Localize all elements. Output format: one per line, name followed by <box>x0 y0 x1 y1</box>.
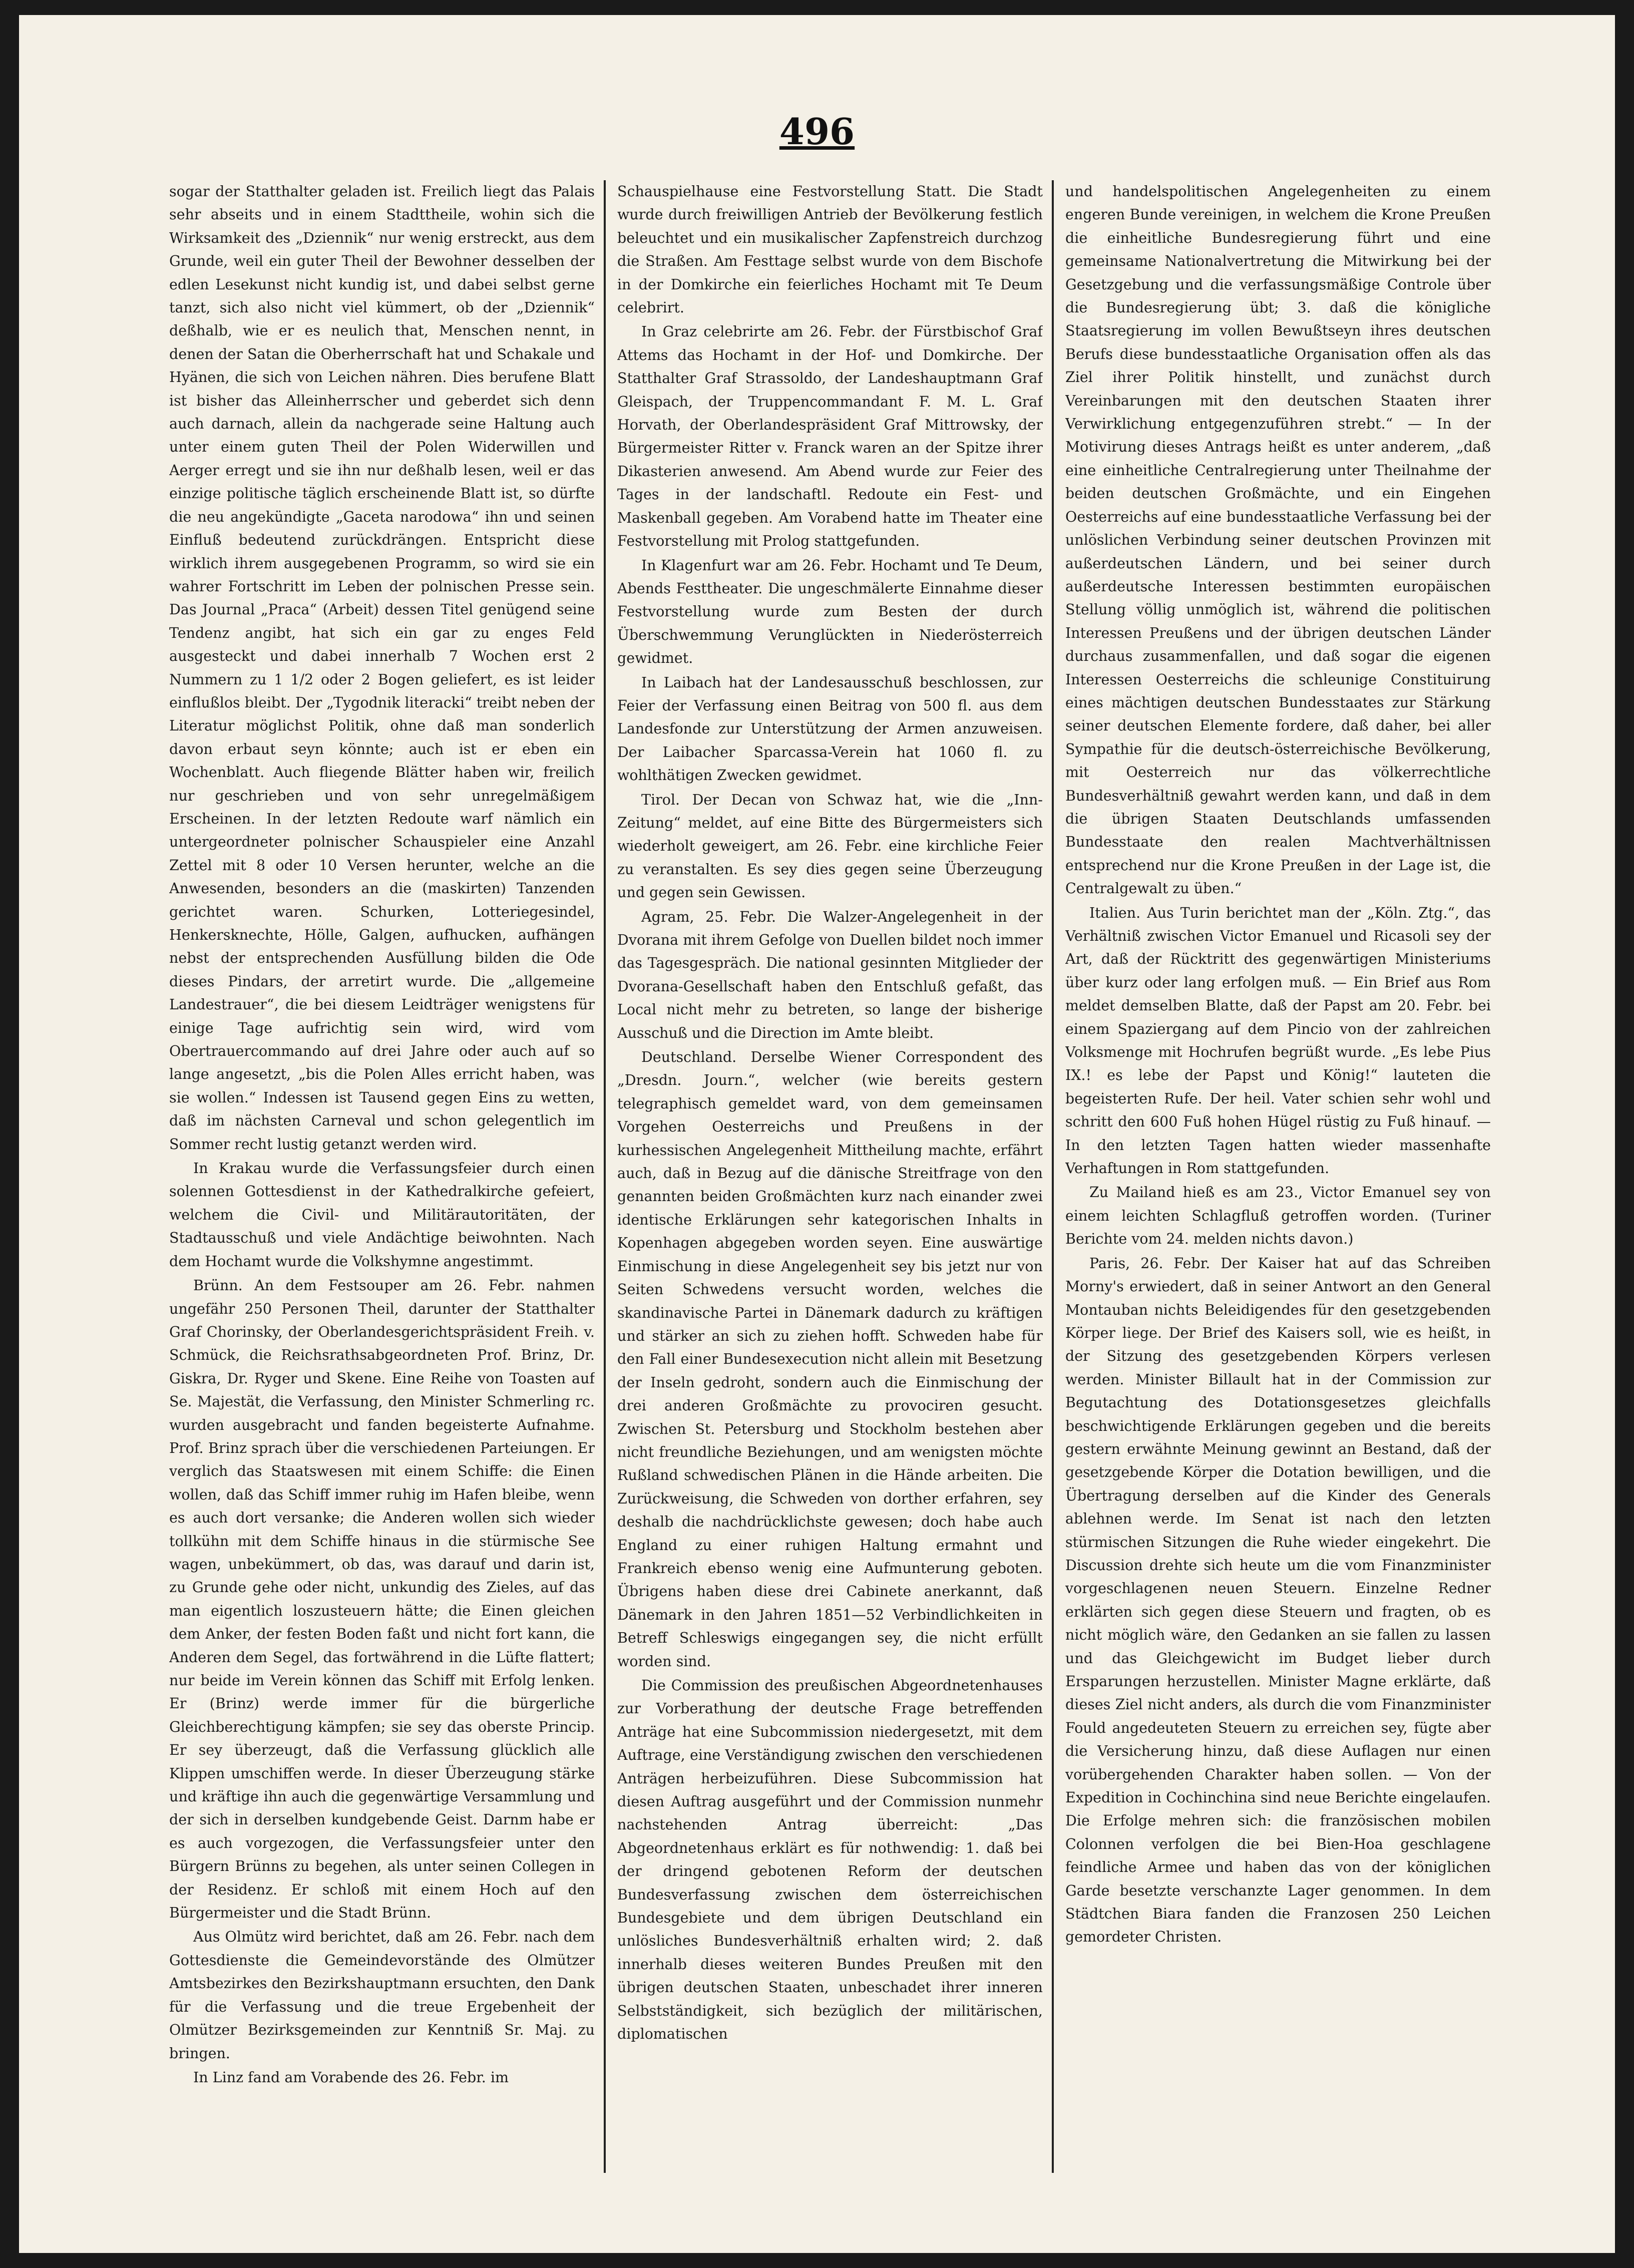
text-columns <box>169 180 1491 2173</box>
article-paragraph: Paris, 26. Febr. Der Kaiser hat auf das Schreiben Morny's erwiedert, daß in seiner Antwort an den General Montauban nichts Beleidigendes für den gesetzgebenden Körper liege. Der Brief des Kaisers soll, wie es heißt, in der Sitzung des gesetzgebenden Körpers verlesen werden. Minister Billault hat in der Commission zur Begutachtung des Dotationsgesetzes gleichfalls beschwichtigende Erklärungen gegeben und die bereits gestern erwähnte Meinung gewinnt an Bestand, daß der gesetzgebende Körper die Dotation bewilligen, und die Übertragung derselben auf die Kinder des Generals ablehnen werde. Im Senat ist nach den letzten stürmischen Sitzungen die Ruhe wieder eingekehrt. Die Discussion drehte sich heute um die vom Finanzminister vorgeschlagenen neuen Steuern. Einzelne Redner erklärten sich gegen diese Steuern und fragten, ob es nicht möglich wäre, den Gedanken an sie fallen zu lassen und das Gleichgewicht im Budget lieber durch Ersparungen herzustellen. Minister Magne erklärte, daß dieses Ziel nicht anders, als durch die vom Finanzminister Fould angedeuteten Steuern zu erreichen sey, fügte aber die Versicherung hinzu, daß diese Auflagen nur einen vorübergehenden Charakter haben sollen. — Von der Expedition in Cochinchina sind neue Berichte eingelaufen. Die Erfolge mehren sich: die französischen mobilen Colonnen verfolgen die bei Bien-Hoa geschlagene feindliche Armee und haben das von der königlichen Garde besetzte verschanzte Lager genommen. In dem Städtchen Biara fanden die Franzosen 250 Leichen gemordeter Christen. <box>1065 1255 1491 1946</box>
column-2 <box>617 180 1043 2173</box>
article-paragraph: Italien. Aus Turin berichtet man der „Köln. Ztg.“, das Verhältniß zwischen Victor Emanuel und Ricasoli sey der Art, daß der Rücktritt des gegenwärtigen Ministeriums über kurz oder lang erfolgen muß. — Ein Brief aus Rom meldet demselben Blatte, daß der Papst am 20. Febr. bei einem Spaziergang auf dem Pincio von der zahlreichen Volksmenge mit Hochrufen begrüßt wurde. „Es lebe Pius IX.! es lebe der Papst und König!“ lauteten die begeisterten Rufe. Der heil. Vater schien sehr wohl und schritt den 600 Fuß hohen Hügel rüstig zu Fuß hinauf. — In den letzten Tagen hatten wieder massenhafte Verhaftungen in Rom stattgefunden. <box>1065 904 1491 1177</box>
article-paragraph: Schauspielhause eine Festvorstellung Statt. Die Stadt wurde durch freiwilligen Antrieb der Bevölkerung festlich beleuchtet und ein musikalischer Zapfenstreich durchzog die Straßen. Am Festtage selbst wurde von dem Bischofe in der Domkirche ein feierliches Hochamt mit Te Deum celebrirt. <box>617 183 1043 316</box>
article-paragraph: In Krakau wurde die Verfassungsfeier durch einen solennen Gottesdienst in der Kathedralkirche gefeiert, welchem die Civil- und Militärautoritäten, der Stadtausschuß und viele Andächtige beiwohnten. Nach dem Hochamt wurde die Volkshymne angestimmt. <box>169 1160 595 1270</box>
column-divider <box>604 180 606 2173</box>
article-paragraph: Die Commission des preußischen Abgeordnetenhauses zur Vorberathung der deutsche Frage betreffenden Anträge hat eine Subcommission niedergesetzt, mit dem Auftrage, eine Verständigung zwischen den verschiedenen Anträgen herbeizuführen. Diese Subcommission hat diesen Auftrag ausgeführt und der Commission nunmehr nachstehenden Antrag überreicht: „Das Abgeordnetenhaus erklärt es für nothwendig: 1. daß bei der dringend gebotenen Reform der deutschen Bundesverfassung zwischen dem österreichischen Bundesgebiete und dem übrigen Deutschland ein unlösliches Bundesverhältniß erhalten wird; 2. daß innerhalb dieses weiteren Bundes Preußen mit den übrigen deutschen Staaten, unbeschadet ihrer inneren Selbstständigkeit, sich bezüglich der militärischen, diplomatischen <box>617 1677 1043 2043</box>
article-paragraph: Tirol. Der Decan von Schwaz hat, wie die „Inn-Zeitung“ meldet, auf eine Bitte des Bürgermeisters sich wiederholt geweigert, am 26. Febr. eine kirchliche Feier zu veranstalten. Es sey dies gegen seine Überzeugung und gegen sein Gewissen. <box>617 791 1043 901</box>
article-paragraph: Agram, 25. Febr. Die Walzer-Angelegenheit in der Dvorana mit ihrem Gefolge von Duellen bildet noch immer das Tagesgespräch. Die national gesinnten Mitglieder der Dvorana-Gesellschaft haben den Entschluß gefaßt, das Local nicht mehr zu betreten, so lange der bisherige Ausschuß und die Direction im Amte bleibt. <box>617 908 1043 1041</box>
article-paragraph: In Linz fand am Vorabende des 26. Febr. im <box>193 2069 509 2086</box>
page-number: 496 <box>779 110 855 153</box>
article-paragraph: In Graz celebrirte am 26. Febr. der Fürstbischof Graf Attems das Hochamt in der Hof- und Domkirche. Der Statthalter Graf Strassoldo, der Landeshauptmann Graf Gleispach, der Truppencommandant F. M. L. Graf Horvath, der Oberlandespräsident Graf Mittrowsky, der Bürgermeister Ritter v. Franck waren an der Spitze ihrer Dikasterien anwesend. Am Abend wurde zur Feier des Tages in der landschaftl. Redoute ein Fest- und Maskenball gegeben. Am Vorabend hatte im Theater eine Festvorstellung mit Prolog stattgefunden. <box>617 323 1043 550</box>
article-paragraph: Zu Mailand hieß es am 23., Victor Emanuel sey von einem leichten Schlagfluß getroffen worden. (Turiner Berichte vom 24. melden nichts davon.) <box>1065 1184 1491 1248</box>
newspaper-page <box>19 15 1615 2253</box>
article-paragraph: In Laibach hat der Landesausschuß beschlossen, zur Feier der Verfassung einen Beitrag von 500 fl. aus dem Landesfonde zur Unterstützung der Armen anzuweisen. Der Laibacher Sparcassa-Verein hat 1060 fl. zu wohlthätigen Zwecken gewidmet. <box>617 674 1043 784</box>
column-divider <box>1052 180 1054 2173</box>
article-paragraph: In Klagenfurt war am 26. Febr. Hochamt und Te Deum, Abends Festtheater. Die ungeschmälerte Einnahme dieser Festvorstellung wurde zum Besten der durch Überschwemmung Verunglückten in Niederösterreich gewidmet. <box>617 557 1043 667</box>
article-paragraph: sogar der Statthalter geladen ist. Freilich liegt das Palais sehr abseits und in einem Stadttheile, wohin sich die Wirksamkeit des „Dziennik“ nur wenig erstreckt, aus dem Grunde, weil ein guter Theil der Bewohner desselben der edlen Lesekunst nicht kundig ist, und dabei selbst gerne tanzt, sich also nicht viel kümmert, ob der „Dziennik“ deßhalb, wie er es neulich that, Menschen nennt, in denen der Satan die Oberherrschaft hat und Schakale und Hyänen, die sich von Leichen nähren. Dies berufene Blatt ist bisher das Alleinherrscher und geberdet sich denn auch darnach, allein da nachgerade seine Haltung auch unter einem guten Theil der Polen Widerwillen und Aerger erregt und sie ihn nur deßhalb lesen, weil er das einzige politische täglich erscheinende Blatt ist, so dürfte die neu angekündigte „Gaceta narodowa“ ihn und seinen Einfluß bedeutend zurückdrängen. Entspricht diese wirklich ihrem ausgegebenen Programm, so wird sie ein wahrer Fortschritt im Leben der polnischen Presse sein. Das Journal „Praca“ (Arbeit) dessen Titel genügend seine Tendenz angibt, hat sich ein gar zu enges Feld ausgesteckt und dabei innerhalb 7 Wochen erst 2 Nummern zu 1 1/2 oder 2 Bogen geliefert, es ist leider einflußlos bleibt. Der „Tygodnik literacki“ treibt neben der Literatur möglichst Politik, ohne daß man sonderlich davon erbaut seyn könnte; auch ist er eben ein Wochenblatt. Auch fliegende Blätter haben wir, freilich nur geschrieben und von sehr unregelmäßigem Erscheinen. In der letzten Redoute warf nämlich ein untergeordneter polnischer Schauspieler eine Anzahl Zettel mit 8 oder 10 Versen herunter, welche an die Anwesenden, besonders an die (maskirten) Tanzenden gerichtet waren. Schurken, Lotteriegesindel, Henkersknechte, Hölle, Galgen, aufhucken, aufhängen nebst der entsprechenden Ausfüllung bilden die Ode dieses Pindars, der arretirt wurde. Die „allgemeine Landestrauer“, die bei diesem Leidträger wenigstens für einige Tage aufrichtig sein wird, wird vom Obertrauercommando auf drei Jahre oder auch auf so lange angesetzt, „bis die Polen Alles erricht haben, was sie wollen.“ Indessen ist Tausend gegen Eins zu wetten, daß im nächsten Carneval und schon gelegentlich im Sommer recht lustig getanzt werden wird. <box>169 183 595 1153</box>
article-paragraph: Aus Olmütz wird berichtet, daß am 26. Febr. nach dem Gottesdienste die Gemeindevorstände des Olmützer Amtsbezirkes den Bezirkshauptmann ersuchten, den Dank für die Verfassung und die treue Ergebenheit der Olmützer Bezirksgemeinden zur Kenntniß Sr. Maj. zu bringen. <box>169 1929 595 2062</box>
column-3 <box>1065 180 1491 2173</box>
column-1 <box>169 180 595 2173</box>
article-paragraph: Deutschland. Derselbe Wiener Correspondent des „Dresdn. Journ.“, welcher (wie bereits gestern telegraphisch gemeldet ward, von dem gemeinsamen Vorgehen Oesterreichs und Preußens in der kurhessischen Angelegenheit Mittheilung machte, erfährt auch, daß in Bezug auf die dänische Streitfrage von den genannten beiden Großmächten kurz nach einander zwei identische Erklärungen sehr kategorischen Inhalts in Kopenhagen abgegeben worden seyen. Eine auswärtige Einmischung in diese Angelegenheit sey bis jetzt nur von Seiten Schwedens versucht worden, welches die skandinavische Partei in Dänemark dadurch zu kräftigen und stärker an sich zu ziehen hofft. Schweden habe für den Fall einer Bundesexecution nicht allein mit Besetzung der Inseln gedroht, sondern auch die Einmischung der drei anderen Großmächte zu provociren gesucht. Zwischen St. Petersburg und Stockholm bestehen aber nicht freundliche Beziehungen, und am wenigsten möchte Rußland schwedischen Plänen in die Hände arbeiten. Die Zurückweisung, die Schweden von dorther erfahren, sey deshalb die nachdrücklichste gewesen; doch habe auch England zu einer ruhigen Haltung ermahnt und Frankreich ebenso wenig eine Aufmunterung geboten. Übrigens haben diese drei Cabinete anerkannt, daß Dänemark in den Jahren 1851—52 Verbindlichkeiten in Betreff Schleswigs eingegangen sey, die nicht erfüllt worden sind. <box>617 1049 1043 1670</box>
article-paragraph: und handelspolitischen Angelegenheiten zu einem engeren Bunde vereinigen, in welchem die Krone Preußen die einheitliche Bundesregierung führt und eine gemeinsame Nationalvertretung die Mitwirkung bei der Gesetzgebung und die verfassungsmäßige Controle über die Bundesregierung übt; 3. daß die königliche Staatsregierung im vollen Bewußtseyn ihres deutschen Berufs diese bundesstaatliche Organisation offen als das Ziel ihrer Politik hinstellt, und zunächst durch Vereinbarungen mit den deutschen Staaten ihrer Verwirklichung entgegenzuführen strebt.“ — In der Motivirung dieses Antrags heißt es unter anderem, „daß eine einheitliche Centralregierung unter Theilnahme der beiden deutschen Großmächte, und ein Eingehen Oesterreichs auf eine bundesstaatliche Verfassung bei der unlöslichen Verbindung seiner deutschen Provinzen mit außerdeutschen Ländern, und bei seiner durch außerdeutsche Interessen bestimmten europäischen Stellung völlig unmöglich ist, während die politischen Interessen Preußens und der übrigen deutschen Länder durchaus zusammenfallen, und daß sogar die eigenen Interessen Oesterreichs die schleunige Constituirung eines mächtigen deutschen Bundesstaates zur Stärkung seiner deutschen Elemente fordere, daß daher, bei aller Sympathie für die deutsch-österreichische Bevölkerung, mit Oesterreich nur das völkerrechtliche Bundesverhältniß gewahrt werden kann, und daß in dem die übrigen Staaten Deutschlands umfassenden Bundesstaate den realen Machtverhältnissen entsprechend nur die Krone Preußen in der Lage ist, die Centralgewalt zu üben.“ <box>1065 183 1491 897</box>
article-paragraph: Brünn. An dem Festsouper am 26. Febr. nahmen ungefähr 250 Personen Theil, darunter der Statthalter Graf Chorinsky, der Oberlandesgerichtspräsident Freih. v. Schmück, die Reichsrathsabgeordneten Prof. Brinz, Dr. Giskra, Dr. Ryger und Skene. Eine Reihe von Toasten auf Se. Majestät, die Verfassung, den Minister Schmerling rc. wurden ausgebracht und fanden begeisterte Aufnahme. Prof. Brinz sprach über die verschiedenen Parteiungen. Er verglich das Staatswesen mit einem Schiffe: die Einen wollen, daß das Schiff immer ruhig im Hafen bleibe, wenn es auch dort versanke; die Anderen wollen sich wieder tollkühn mit dem Schiffe hinaus in die stürmische See wagen, unbekümmert, ob das, was darauf und darin ist, zu Grunde gehe oder nicht, unkundig des Zieles, auf das man eigentlich loszusteuern hätte; die Einen gleichen dem Anker, der festen Boden faßt und nicht fort kann, die Anderen dem Segel, das fortwährend in die Lüfte flattert; nur beide im Verein können das Schiff mit Erfolg lenken. Er (Brinz) werde immer für die bürgerliche Gleichberechtigung kämpfen; sie sey das oberste Princip. Er sey überzeugt, daß die Verfassung glücklich alle Klippen umschiffen werde. In dieser Überzeugung stärke und kräftige ihn auch die gegenwärtige Versammlung und der sich in derselben kundgebende Geist. Darnm habe er es auch vorgezogen, die Verfassungsfeier unter den Bürgern Brünns zu begehen, als unter seinen Collegen in der Residenz. Er schloß mit einem Hoch auf den Bürgermeister und die Stadt Brünn. <box>169 1277 595 1922</box>
